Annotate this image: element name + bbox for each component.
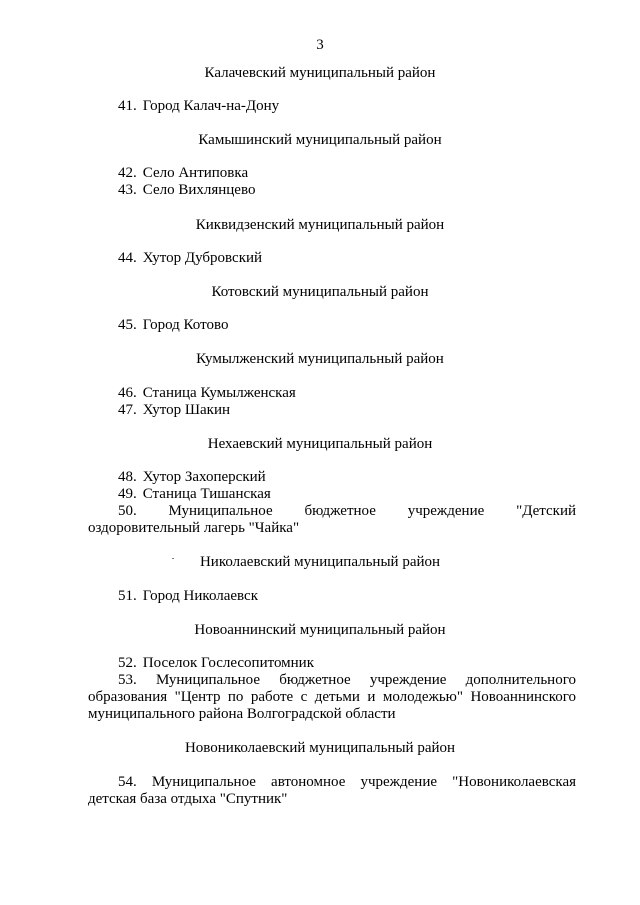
item-text: Город Котово	[142, 317, 229, 333]
item-number: 51.	[118, 588, 137, 604]
list-item-43	[118, 182, 255, 199]
item-number: 43.	[118, 182, 137, 198]
item-number: 44.	[118, 250, 137, 266]
list-item-41	[118, 98, 279, 115]
list-item-52	[118, 655, 314, 672]
item-text: Город Калач-на-Дону	[142, 98, 280, 114]
district-heading-kotovo: Котовский муниципальный район	[211, 284, 429, 300]
list-item-54-line-2: детская база отдыха "Спутник"	[88, 791, 288, 807]
item-number: 48.	[118, 469, 137, 485]
word: "Детский	[516, 503, 577, 519]
district-heading-kamyshin: Камышинский муниципальный район	[198, 132, 442, 148]
list-item-51	[118, 588, 258, 605]
word: 50. Муниципальное	[118, 503, 273, 519]
page-number: 3	[316, 37, 324, 53]
item-number: 52.	[118, 655, 137, 671]
list-item-46	[118, 385, 296, 402]
district-heading-novonikolaev: Новониколаевский муниципальный район	[184, 740, 456, 756]
list-item-42	[118, 165, 248, 182]
district-heading-kalach: Калачевский муниципальный район	[204, 65, 436, 81]
word: бюджетное	[304, 503, 376, 519]
list-item-49	[118, 486, 271, 503]
item-number: 46.	[118, 385, 137, 401]
item-number: 42.	[118, 165, 137, 181]
word: автономное	[271, 774, 346, 790]
district-heading-kikvidze: Киквидзенский муниципальный район	[195, 217, 445, 233]
list-item-50-line-2: оздоровительный лагерь "Чайка"	[88, 520, 300, 536]
word: дополнительного	[465, 672, 576, 688]
list-item-53-line-3: муниципального района Волгоградской области	[88, 706, 396, 722]
list-item-54-line-1	[118, 774, 576, 791]
item-text: Хутор Захоперский	[142, 469, 266, 485]
list-item-50-line-1	[118, 503, 576, 520]
list-item-48	[118, 469, 266, 486]
word: 54. Муниципальное	[118, 774, 256, 790]
item-number: 49.	[118, 486, 137, 502]
word: учреждение	[407, 503, 485, 519]
word: 53. Муниципальное	[118, 672, 261, 688]
item-text: Хутор Дубровский	[142, 250, 263, 266]
district-heading-novoannin: Новоаннинский муниципальный район	[194, 622, 446, 638]
list-item-44	[118, 250, 262, 267]
item-text: Город Николаевск	[142, 588, 258, 604]
item-text: Станица Тишанская	[142, 486, 271, 502]
item-text: Село Вихлянцево	[142, 182, 256, 198]
word: "Новониколаевская	[452, 774, 577, 790]
word: учреждение	[369, 672, 447, 688]
list-item-45	[118, 317, 228, 334]
item-text: Село Антиповка	[142, 165, 249, 181]
word: учреждение	[360, 774, 438, 790]
list-item-47	[118, 402, 230, 419]
item-text: Поселок Гослесопитомник	[142, 655, 314, 671]
item-number: 41.	[118, 98, 137, 114]
item-text: Хутор Шакин	[142, 402, 231, 418]
district-heading-nikolaev: Николаевский муниципальный район	[199, 554, 441, 570]
list-item-53-line-1	[118, 672, 576, 689]
list-item-53-line-2: образования "Центр по работе с детьми и молодежью" Новоаннинского	[88, 689, 576, 705]
item-number: 47.	[118, 402, 137, 418]
district-heading-kumylzh: Кумылженский муниципальный район	[196, 351, 444, 367]
district-heading-nekhaev: Нехаевский муниципальный район	[207, 436, 433, 452]
item-text: Станица Кумылженская	[142, 385, 296, 401]
item-number: 45.	[118, 317, 137, 333]
word: бюджетное	[279, 672, 351, 688]
